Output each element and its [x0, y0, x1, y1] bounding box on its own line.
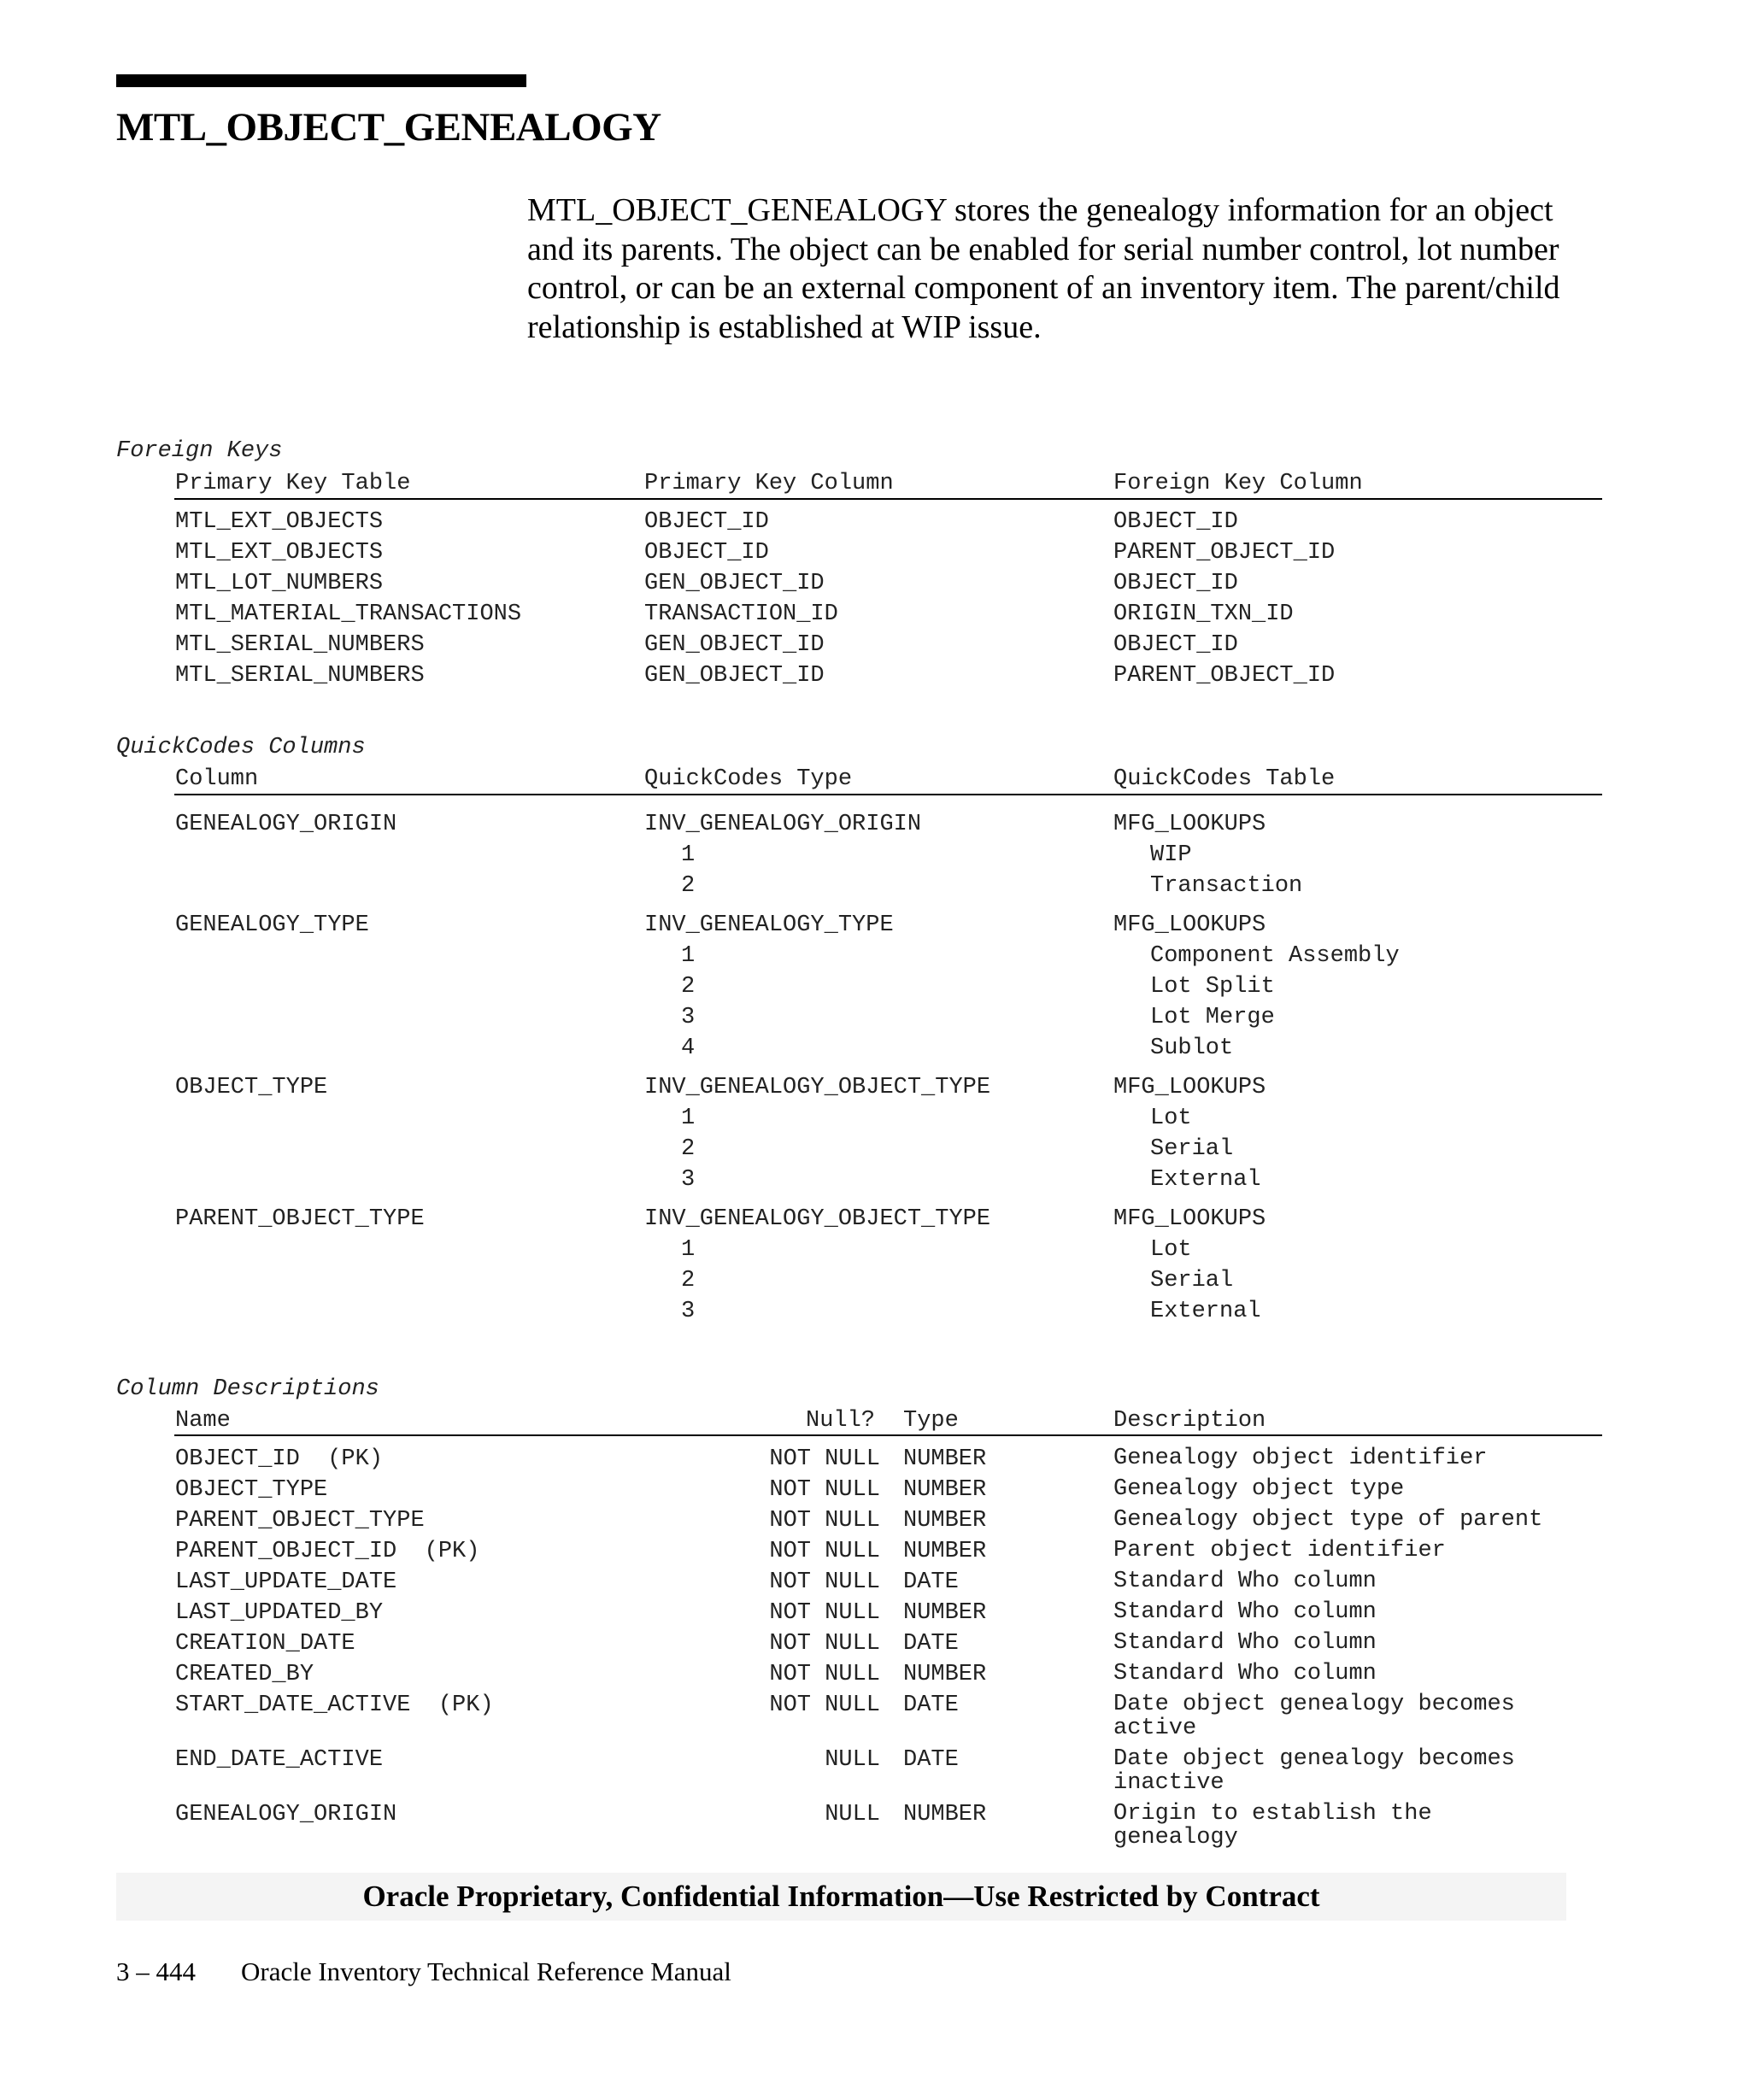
confidential-banner: Oracle Proprietary, Confidential Information––Use Restricted by Contract [116, 1873, 1566, 1921]
cd-description: Parent object identifier [1113, 1538, 1446, 1563]
cd-name: END_DATE_ACTIVE [175, 1747, 384, 1773]
cd-name: OBJECT_TYPE [175, 1477, 328, 1503]
qc-table: MFG_LOOKUPS [1113, 912, 1266, 938]
cd-null: NOT NULL [769, 1446, 880, 1472]
qc-column: PARENT_OBJECT_TYPE [175, 1206, 425, 1232]
cd-description: Standard Who column [1113, 1661, 1377, 1686]
cd-description: Genealogy object type [1113, 1476, 1405, 1502]
cd-null: NOT NULL [769, 1662, 880, 1687]
cd-description: Genealogy object type of parent [1113, 1507, 1543, 1533]
cd-type: DATE [903, 1631, 959, 1657]
fk-pk-column: GEN_OBJECT_ID [644, 571, 825, 596]
qc-type: INV_GENEALOGY_OBJECT_TYPE [644, 1206, 991, 1232]
fk-header-pk-column: Primary Key Column [644, 471, 894, 496]
cd-null: NOT NULL [769, 1477, 880, 1503]
qc-column: GENEALOGY_ORIGIN [175, 812, 397, 837]
cd-description: Standard Who column [1113, 1630, 1377, 1656]
cd-header-name: Name [175, 1408, 231, 1434]
qc-column: OBJECT_TYPE [175, 1075, 328, 1100]
fk-pk-table: MTL_EXT_OBJECTS [175, 540, 384, 566]
cd-name: LAST_UPDATE_DATE [175, 1569, 397, 1595]
qc-meaning: Serial [1150, 1268, 1234, 1293]
page-title: MTL_OBJECT_GENEALOGY [116, 105, 661, 150]
qc-code: 1 [681, 1106, 696, 1131]
cd-type: NUMBER [903, 1508, 987, 1534]
cd-name: LAST_UPDATED_BY [175, 1600, 384, 1626]
qc-code: 2 [681, 1136, 696, 1162]
cd-name: CREATION_DATE [175, 1631, 355, 1657]
cd-name: CREATED_BY [175, 1662, 314, 1687]
fk-pk-table: MTL_SERIAL_NUMBERS [175, 663, 425, 689]
qc-code: 2 [681, 873, 696, 899]
table-description: MTL_OBJECT_GENEALOGY stores the genealogy information for an object and its parents. The object can be enabled for serial number control, lot number control, or can be an external component of an inventory item. The parent/child relationship is established at WIP issue. [527, 192, 1560, 345]
fk-header-fk-column: Foreign Key Column [1113, 471, 1363, 496]
cd-name: START_DATE_ACTIVE (PK) [175, 1692, 494, 1718]
cd-null: NOT NULL [769, 1692, 880, 1718]
qc-type: INV_GENEALOGY_TYPE [644, 912, 894, 938]
qc-header-table: QuickCodes Table [1113, 766, 1336, 792]
fk-fk-column: OBJECT_ID [1113, 632, 1238, 658]
fk-pk-column: OBJECT_ID [644, 540, 769, 566]
qc-type: INV_GENEALOGY_ORIGIN [644, 812, 922, 837]
cd-header-rule [174, 1434, 1602, 1436]
cd-type: NUMBER [903, 1802, 987, 1827]
cd-type: NUMBER [903, 1477, 987, 1503]
page-number: 3 – 444 [116, 1956, 196, 1986]
qc-meaning: Lot [1150, 1106, 1192, 1131]
qc-header-column: Column [175, 766, 259, 792]
cd-type: NUMBER [903, 1539, 987, 1564]
qc-meaning: External [1150, 1299, 1261, 1324]
cd-null: NULL [825, 1747, 880, 1773]
fk-pk-table: MTL_MATERIAL_TRANSACTIONS [175, 601, 522, 627]
qc-header-rule [174, 794, 1602, 795]
cd-null: NOT NULL [769, 1569, 880, 1595]
qc-meaning: Lot Split [1150, 974, 1275, 1000]
cd-description: Date object genealogy becomes inactive [1113, 1746, 1515, 1796]
qc-meaning: Serial [1150, 1136, 1234, 1162]
qc-column: GENEALOGY_TYPE [175, 912, 369, 938]
qc-meaning: WIP [1150, 842, 1192, 868]
qc-code: 2 [681, 1268, 696, 1293]
cd-name: PARENT_OBJECT_ID (PK) [175, 1539, 480, 1564]
column-descriptions-label: Column Descriptions [116, 1376, 379, 1402]
cd-type: NUMBER [903, 1446, 987, 1472]
qc-code: 1 [681, 1237, 696, 1263]
fk-pk-column: GEN_OBJECT_ID [644, 663, 825, 689]
cd-type: DATE [903, 1569, 959, 1595]
qc-code: 2 [681, 974, 696, 1000]
cd-header-description: Description [1113, 1408, 1266, 1434]
qc-code: 3 [681, 1299, 696, 1324]
manual-title: Oracle Inventory Technical Reference Manual [241, 1956, 731, 1986]
foreign-keys-label: Foreign Keys [116, 438, 283, 464]
cd-type: DATE [903, 1692, 959, 1718]
qc-table: MFG_LOOKUPS [1113, 1075, 1266, 1100]
qc-code: 1 [681, 842, 696, 868]
qc-meaning: Lot [1150, 1237, 1192, 1263]
qc-header-type: QuickCodes Type [644, 766, 853, 792]
cd-null: NOT NULL [769, 1539, 880, 1564]
cd-name: OBJECT_ID (PK) [175, 1446, 384, 1472]
qc-code: 3 [681, 1005, 696, 1030]
fk-header-rule [174, 498, 1602, 500]
cd-description: Date object genealogy becomes active [1113, 1692, 1515, 1741]
cd-description: Standard Who column [1113, 1569, 1377, 1594]
fk-fk-column: PARENT_OBJECT_ID [1113, 663, 1336, 689]
fk-fk-column: PARENT_OBJECT_ID [1113, 540, 1336, 566]
qc-code: 1 [681, 943, 696, 969]
qc-code: 3 [681, 1167, 696, 1193]
fk-pk-table: MTL_SERIAL_NUMBERS [175, 632, 425, 658]
qc-code: 4 [681, 1035, 696, 1061]
cd-null: NOT NULL [769, 1600, 880, 1626]
qc-table: MFG_LOOKUPS [1113, 1206, 1266, 1232]
cd-name: PARENT_OBJECT_TYPE [175, 1508, 425, 1534]
cd-header-type: Type [903, 1408, 959, 1434]
qc-table: MFG_LOOKUPS [1113, 812, 1266, 837]
cd-type: NUMBER [903, 1662, 987, 1687]
cd-null: NULL [825, 1802, 880, 1827]
fk-pk-column: OBJECT_ID [644, 509, 769, 535]
cd-description: Origin to establish the genealogy [1113, 1801, 1432, 1851]
cd-null: NOT NULL [769, 1508, 880, 1534]
quickcodes-label: QuickCodes Columns [116, 735, 366, 760]
qc-meaning: Transaction [1150, 873, 1303, 899]
qc-type: INV_GENEALOGY_OBJECT_TYPE [644, 1075, 991, 1100]
fk-header-pk-table: Primary Key Table [175, 471, 411, 496]
fk-fk-column: ORIGIN_TXN_ID [1113, 601, 1294, 627]
cd-description: Genealogy object identifier [1113, 1446, 1488, 1471]
cd-description: Standard Who column [1113, 1599, 1377, 1625]
cd-name: GENEALOGY_ORIGIN [175, 1802, 397, 1827]
fk-pk-table: MTL_LOT_NUMBERS [175, 571, 384, 596]
fk-fk-column: OBJECT_ID [1113, 509, 1238, 535]
qc-meaning: Lot Merge [1150, 1005, 1275, 1030]
fk-pk-column: TRANSACTION_ID [644, 601, 838, 627]
fk-pk-column: GEN_OBJECT_ID [644, 632, 825, 658]
qc-meaning: Component Assembly [1150, 943, 1400, 969]
qc-meaning: Sublot [1150, 1035, 1234, 1061]
cd-type: DATE [903, 1747, 959, 1773]
fk-pk-table: MTL_EXT_OBJECTS [175, 509, 384, 535]
cd-header-null: Null? [806, 1408, 876, 1434]
cd-type: NUMBER [903, 1600, 987, 1626]
fk-fk-column: OBJECT_ID [1113, 571, 1238, 596]
cd-null: NOT NULL [769, 1631, 880, 1657]
qc-meaning: External [1150, 1167, 1261, 1193]
title-rule [116, 74, 526, 87]
